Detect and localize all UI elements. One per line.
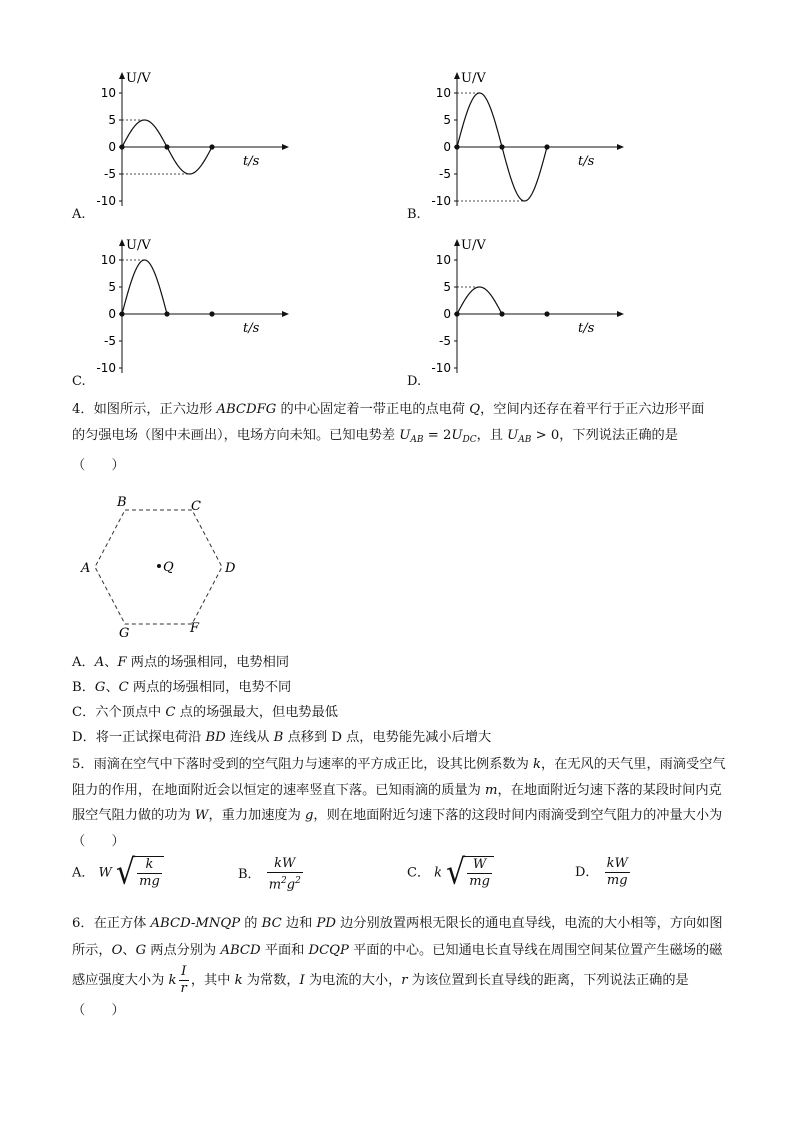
y-tick-label: 10: [100, 253, 116, 267]
y-tick-label: -10: [431, 361, 451, 375]
x-axis-arrow: [617, 311, 624, 317]
graph-option-b: [430, 70, 730, 220]
y-axis-label: U/V: [461, 238, 486, 253]
time-axis-dot: [119, 144, 124, 149]
vertex-a-label: A: [81, 561, 91, 576]
x-axis-label: t/s: [578, 321, 595, 336]
q5-option-d[interactable]: D． $\frac{kW}{mg}$: [575, 856, 628, 888]
time-axis-dot: [544, 144, 549, 149]
time-axis-dot: [544, 311, 549, 316]
time-axis-dot: [454, 311, 459, 316]
vertex-c-label: C: [191, 499, 201, 514]
vertex-d-label: D: [225, 561, 236, 576]
q4-option-b[interactable]: B．G、C 两点的场强相同，电势不同: [72, 680, 292, 695]
y-axis-arrow: [454, 72, 460, 79]
y-tick-label: -10: [431, 194, 451, 208]
question-5-stem: 5．雨滴在空气中下落时受到的空气阻力与速率的平方成正比，设其比例系数为 k，在无风的天气里，雨滴受空气阻力的作用，在地面附近会以恒定的速率竖直下落。已知雨滴的质量为 m，在地面附近匀速下落的某段时间内克服空气阻力做的功为 W，重力加速度为 g，则在地面附近匀速下落的这段时间内雨滴受到空气阻力的冲量大小为（ ）: [72, 757, 726, 849]
graph-d-svg: [430, 237, 730, 387]
y-axis-arrow: [119, 239, 125, 246]
time-axis-dot: [164, 144, 169, 149]
y-tick-label: 10: [435, 253, 451, 267]
y-tick-label: 0: [443, 140, 451, 154]
y-axis-label: U/V: [126, 238, 151, 253]
q5-option-a[interactable]: A． W √ $\frac{k}{mg}$: [72, 856, 164, 890]
graph-a-svg: [95, 70, 395, 220]
y-tick-label: -5: [439, 334, 451, 348]
y-tick-label: -10: [96, 361, 116, 375]
y-tick-label: 0: [108, 307, 116, 321]
time-axis-dot: [164, 311, 169, 316]
q6-fraction: $\frac{I}{r}$: [180, 964, 187, 996]
y-tick-label: -10: [96, 194, 116, 208]
x-axis-label: t/s: [243, 321, 260, 336]
y-tick-label: 5: [108, 280, 116, 294]
graph-d-letter: D.: [407, 374, 422, 389]
q5-option-c[interactable]: C． k √ $\frac{W}{mg}$: [407, 856, 494, 890]
q5-option-b[interactable]: B． $\frac{kW}{m^2g^2}$: [238, 856, 301, 893]
y-tick-label: 5: [443, 280, 451, 294]
charge-q-dot: [157, 564, 161, 568]
y-tick-label: 0: [108, 140, 116, 154]
time-axis-dot: [499, 144, 504, 149]
time-axis-dot: [454, 144, 459, 149]
q4-option-a[interactable]: A．A、F 两点的场强相同，电势相同: [72, 655, 290, 670]
time-axis-dot: [209, 311, 214, 316]
q4-option-c[interactable]: C．六个顶点中 C 点的场强最大，但电势最低: [72, 705, 338, 720]
q4-option-d[interactable]: D．将一正试探电荷沿 BD 连线从 B 点移到 D 点，电势能先减小后增大: [72, 730, 492, 745]
y-axis-arrow: [119, 72, 125, 79]
y-tick-label: 10: [435, 86, 451, 100]
graph-c-svg: [95, 237, 395, 387]
graph-c-letter: C.: [72, 374, 86, 389]
question-4-stem: 4．如图所示，正六边形 ABCDFG 的中心固定着一带正电的点电荷 Q，空间内还存在着平行于正六边形平面 的匀强电场（图中未画出），电场方向未知。已知电势差 $U_{AB} = 2U_{DC}$，且 $U_{AB} > 0$，下列说法正确的是 （ ）: [72, 402, 705, 473]
y-tick-label: 10: [100, 86, 116, 100]
y-tick-label: -5: [104, 167, 116, 181]
graph-option-d: [430, 237, 730, 387]
y-tick-label: -5: [439, 167, 451, 181]
y-axis-label: U/V: [461, 71, 486, 86]
graph-option-c: [95, 237, 395, 387]
y-tick-label: 5: [108, 113, 116, 127]
x-axis-arrow: [617, 144, 624, 150]
graph-a-letter: A.: [72, 207, 86, 222]
hexagon-figure: [72, 490, 247, 649]
y-tick-label: -5: [104, 334, 116, 348]
u-t-curve: [122, 260, 167, 314]
x-axis-arrow: [282, 311, 289, 317]
vertex-f-label: F: [190, 621, 200, 636]
question-6-stem: 6．在正方体 ABCD-MNQP 的 BC 边和 PD 边分别放置两根无限长的通电直导线，电流的大小相等，方向如图所示，O、G 两点分别为 ABCD 平面和 DCQP 平面的中心。已知通电长直导线在周围空间某位置产生磁场的磁感应强度大小为 k $\frac{I}{r}$ ，其中 k 为常数，I 为电流的大小，r 为该位置到长直导线的距离，下列说法正确的是（ ）: [72, 916, 723, 1018]
y-axis-label: U/V: [126, 71, 151, 86]
graph-b-svg: [430, 70, 730, 220]
x-axis-label: t/s: [578, 154, 595, 169]
y-tick-label: 0: [443, 307, 451, 321]
time-axis-dot: [119, 311, 124, 316]
time-axis-dot: [499, 311, 504, 316]
charge-q-label: Q: [163, 560, 174, 575]
x-axis-label: t/s: [243, 154, 260, 169]
vertex-b-label: B: [117, 495, 127, 510]
x-axis-arrow: [282, 144, 289, 150]
time-axis-dot: [209, 144, 214, 149]
y-tick-label: 5: [443, 113, 451, 127]
y-axis-arrow: [454, 239, 460, 246]
u-t-curve: [457, 287, 502, 314]
vertex-g-label: G: [119, 626, 130, 641]
graph-b-letter: B.: [407, 207, 421, 222]
graph-option-a: [95, 70, 395, 220]
